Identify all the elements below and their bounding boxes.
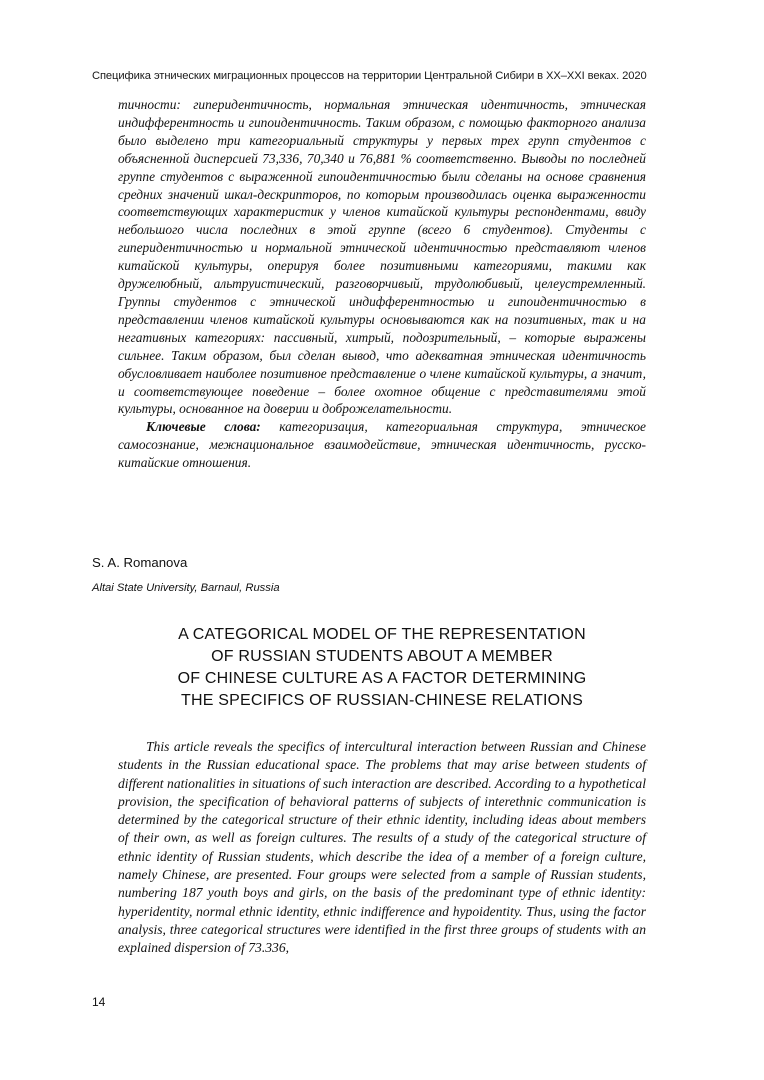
abstract-russian-body: тичности: гиперидентичность, нормальная этническая идентичность, этническая индифферентность и гипоидентичность. Таким образом, с помощью факторного анализа было выделено три категориальный структуры у первых трех групп студентов с объясненной дисперсией 73,336, 70,340 и 76,881 % соответственно. Выводы по последней группе студентов с выраженной гипоидентичностью были сделаны на основе сравнения средних значений шкал-дескрипторов, по которым производилась оценка выраженности соответствующих характеристик у членов китайской культуры респондентами, ввиду небольшого числа последних в этой группе (всего 6 студентов). Студенты с гиперидентичностью и нормальной этнической идентичностью представляют членов китайской культуры, оперируя более позитивными категориями, такими как дружелюбный, альтруистический, разговорчивый, трудолюбивый, целеустремленный. Группы студентов с этнической индифферентностью и гипоидентичностью в представлении членов китайской культуры основываются как на позитивных, так и на негативных категориях: пассивный, хитрый, подозрительный, – которые выражены сильнее. Таким образом, был сделан вывод, что адекватная этническая идентичность обусловливает наиболее позитивное представление о члене китайской культуры, а значит, и соответствующее поведение – более охотное общение с представителями этой культуры, основанное на доверии и доброжелательности. — [118, 97, 646, 417]
author-name: S. A. Romanova — [92, 555, 188, 570]
title-line: A CATEGORICAL MODEL OF THE REPRESENTATION — [178, 626, 586, 643]
running-header: Специфика этнических миграционных процессов на территории Центральной Сибири в XX–XXI веках. 2020 — [92, 70, 647, 82]
abstract-english — [118, 738, 646, 958]
abstract-english-body: This article reveals the specifics of intercultural interaction between Russian and Chinese students in the Russian educational space. The problems that may arise between students of different nationalities in situations of such interaction are described. According to a hypothetical provision, the specification of behavioral patterns of subjects of interethnic communication is determined by the categorical structure of their ethnic identity, including ideas about members of their own, as well as foreign cultures. The results of a study of the categorical structure of ethnic identity of Russian students, which describe the idea of a member of a foreign culture, namely Chinese, are presented. Four groups were selected from a sample of Russian students, numbering 187 youth boys and girls, on the basis of the predominant type of ethnic identity: hyperidentity, normal ethnic identity, ethnic indifference and hypoidentity. Thus, using the factor analysis, three categorical structures were identified in the first three groups of students with an explained dispersion of 73.336, — [118, 739, 646, 956]
keywords-label: Ключевые слова: — [146, 419, 261, 435]
title-line: OF CHINESE CULTURE AS A FACTOR DETERMINING — [177, 670, 587, 687]
article-title — [92, 624, 672, 712]
page-number: 14 — [92, 995, 106, 1009]
title-line: THE SPECIFICS OF RUSSIAN-CHINESE RELATIONS — [181, 692, 583, 709]
abstract-russian — [118, 96, 646, 472]
keywords-paragraph — [118, 418, 646, 472]
keywords-text: категоризация, категориальная структура, этническое самосознание, межнациональное взаимодействие, этническая идентичность, русско-китайские отношения. — [118, 419, 646, 471]
title-line: OF RUSSIAN STUDENTS ABOUT A MEMBER — [211, 648, 553, 665]
author-affiliation: Altai State University, Barnaul, Russia — [92, 582, 280, 594]
